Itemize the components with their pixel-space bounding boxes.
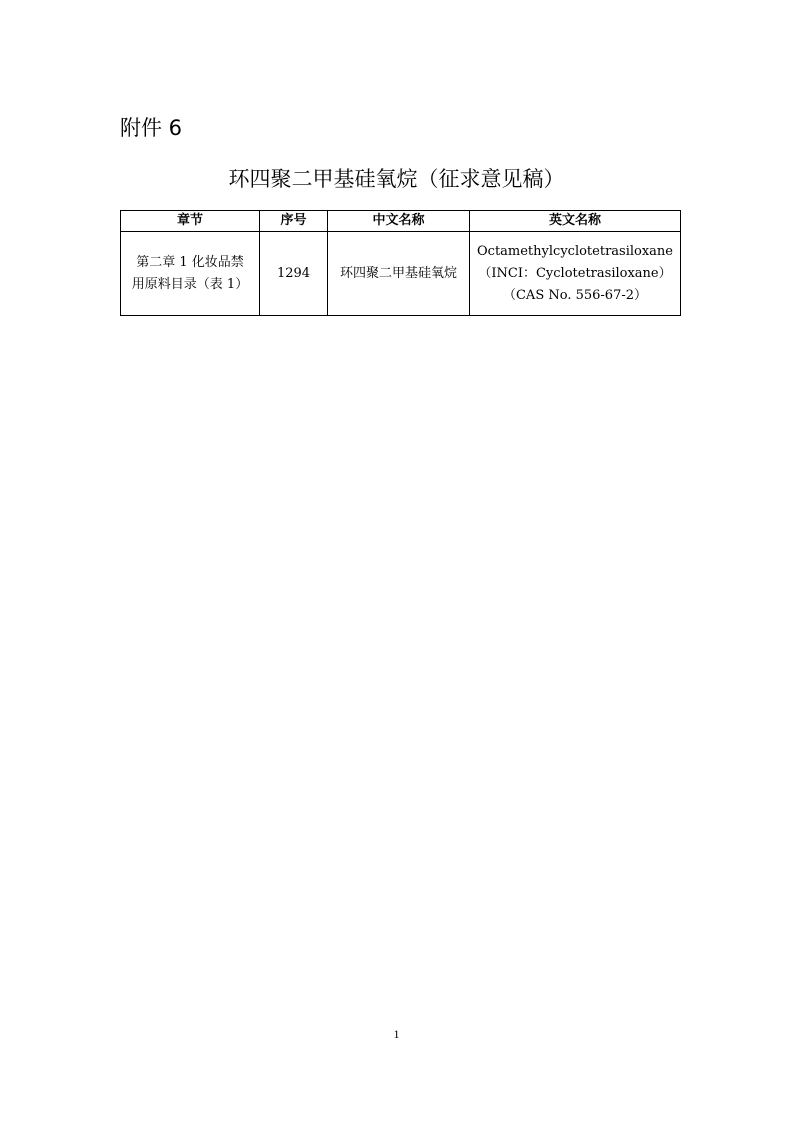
- page-number: 1: [393, 1027, 400, 1041]
- attachment-label: 附件 6: [120, 116, 183, 140]
- column-header-english-name: 英文名称: [470, 211, 681, 232]
- cell-number: 1294: [260, 232, 328, 316]
- english-name-line: （INCI：Cyclotetrasiloxane）: [478, 265, 672, 281]
- cell-english-name: [470, 232, 681, 316]
- ingredient-table: [120, 210, 681, 316]
- cell-chapter: [121, 232, 260, 316]
- cell-chinese-name: 环四聚二甲基硅氧烷: [328, 232, 470, 316]
- table-header-row: [121, 211, 681, 232]
- column-header-number: 序号: [260, 211, 328, 232]
- table-row: [121, 232, 681, 316]
- english-name-line: Octamethylcyclotetrasiloxane: [477, 243, 673, 259]
- chapter-line: 第二章 1 化妆品禁: [136, 254, 244, 270]
- column-header-chinese-name: 中文名称: [328, 211, 470, 232]
- column-header-chapter: 章节: [121, 211, 260, 232]
- document-title: 环四聚二甲基硅氧烷（征求意见稿）: [228, 167, 565, 191]
- chapter-line: 用原料目录（表 1）: [131, 276, 249, 292]
- english-name-line: （CAS No. 556-67-2）: [502, 287, 648, 303]
